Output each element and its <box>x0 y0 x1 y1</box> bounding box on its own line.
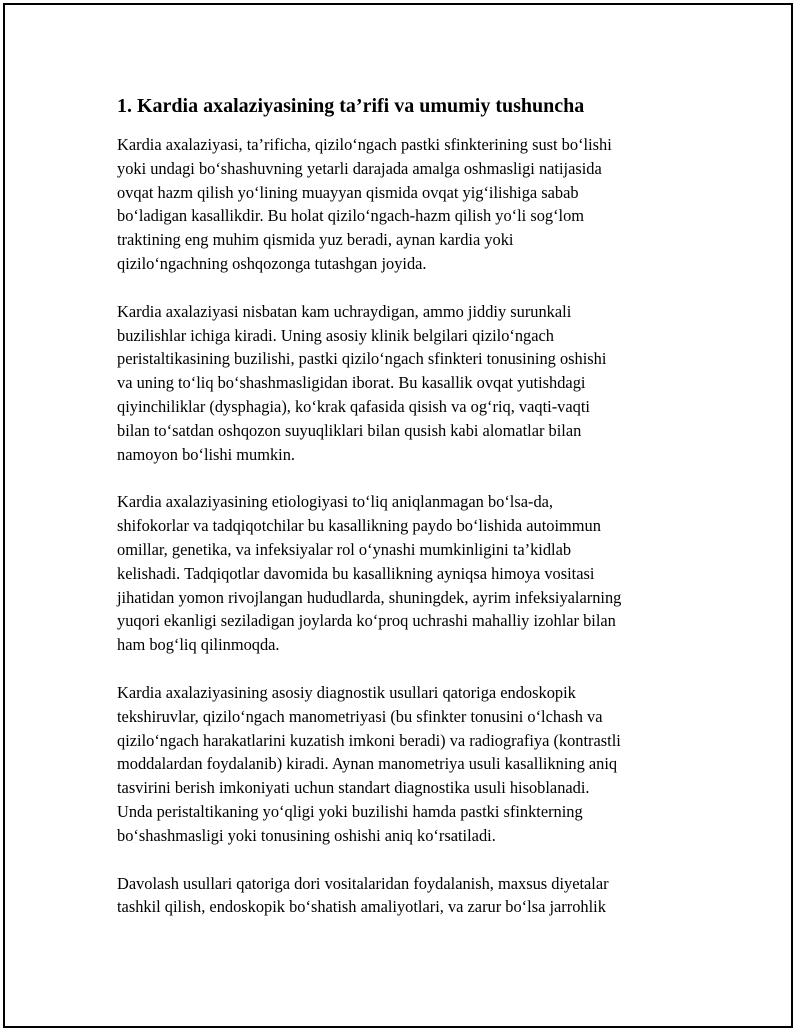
text-line: Unda peristaltikaning yo‘qligi yoki buzilishi hamda pastki sfinkterning <box>117 801 583 821</box>
text-line: bo‘ladigan kasallikdir. Bu holat qizilo‘ngach-hazm qilish yo‘li sog‘lom <box>117 206 585 226</box>
text-line: Kardia axalaziyasining asosiy diagnostik usullari qatoriga endoskopik <box>117 682 576 702</box>
text-line: tashkil qilish, endoskopik bo‘shatish amaliyotlari, va zarur bo‘lsa jarrohlik <box>117 897 606 917</box>
text-line: Kardia axalaziyasi, ta’rificha, qizilo‘ngach pastki sfinkterining sust bo‘lishi <box>117 135 612 154</box>
text-line: omillar, genetika, va infeksiyalar rol o‘ynashi mumkinligini ta’kidlab <box>117 539 572 559</box>
paragraph-treatment <box>117 872 697 920</box>
text-line: ovqat hazm qilish yo‘lining muayyan qismida ovqat yig‘ilishiga sabab <box>117 182 579 202</box>
paragraph-definition <box>117 133 697 276</box>
text-line: Davolash usullari qatoriga dori vositalaridan foydalanish, maxsus diyetalar <box>117 873 609 893</box>
text-line: peristaltikasining buzilishi, pastki qizilo‘ngach sfinkteri tonusining oshishi <box>117 349 607 369</box>
paragraph-symptoms <box>117 300 697 467</box>
text-line: qizilo‘ngachning oshqozonga tutashgan joyida. <box>117 253 427 273</box>
text-line: Kardia axalaziyasi nisbatan kam uchraydigan, ammo jiddiy surunkali <box>117 301 572 321</box>
text-line: qiyinchiliklar (dysphagia), ko‘krak qafasida qisish va og‘riq, vaqti-vaqti <box>117 396 590 416</box>
text-line: tasvirini berish imkoniyati uchun standart diagnostika usuli hisoblanadi. <box>117 778 590 798</box>
document-body <box>117 92 697 943</box>
text-line: jihatidan yomon rivojlangan hududlarda, shuningdek, ayrim infeksiyalarning <box>117 587 622 607</box>
text-line: ham bog‘liq qilinmoqda. <box>117 635 280 655</box>
text-line: yoki undagi bo‘shashuvning yetarli darajada amalga oshmasligi natijasida <box>117 158 602 178</box>
text-line: va uning to‘liq bo‘shashmasligidan iborat. Bu kasallik ovqat yutishdagi <box>117 373 586 393</box>
text-line: bo‘shashmasligi yoki tonusining oshishi aniq ko‘rsatiladi. <box>117 825 496 845</box>
text-line: namoyon bo‘lishi mumkin. <box>117 444 296 464</box>
text-line: bilan to‘satdan oshqozon suyuqliklari bilan qusish kabi alomatlar bilan <box>117 420 582 440</box>
text-line: shifokorlar va tadqiqotchilar bu kasallikning paydo bo‘lishida autoimmun <box>117 516 601 536</box>
text-line: Kardia axalaziyasining etiologiyasi to‘liq aniqlanmagan bo‘lsa-da, <box>117 492 554 512</box>
text-line: qizilo‘ngach harakatlarini kuzatish imkoni beradi) va radiografiya (kontrastli <box>117 730 621 750</box>
section-heading: 1. Kardia axalaziyasining ta’rifi va umumiy tushuncha <box>117 95 585 117</box>
text-line: tekshiruvlar, qizilo‘ngach manometriyasi (bu sfinkter tonusini o‘lchash va <box>117 706 603 726</box>
paragraph-diagnostics <box>117 681 697 848</box>
text-line: yuqori ekanligi seziladigan joylarda ko‘proq uchrashi mahalliy izohlar bilan <box>117 611 616 631</box>
text-line: kelishadi. Tadqiqotlar davomida bu kasallikning ayniqsa himoya vositasi <box>117 563 595 583</box>
paragraph-etiology <box>117 490 697 657</box>
text-line: moddalardan foydalanib) kiradi. Aynan manometriya usuli kasallikning aniq <box>117 754 618 774</box>
text-line: buzilishlar ichiga kiradi. Uning asosiy klinik belgilari qizilo‘ngach <box>117 325 554 345</box>
text-line: traktining eng muhim qismida yuz beradi, aynan kardia yoki <box>117 230 514 250</box>
